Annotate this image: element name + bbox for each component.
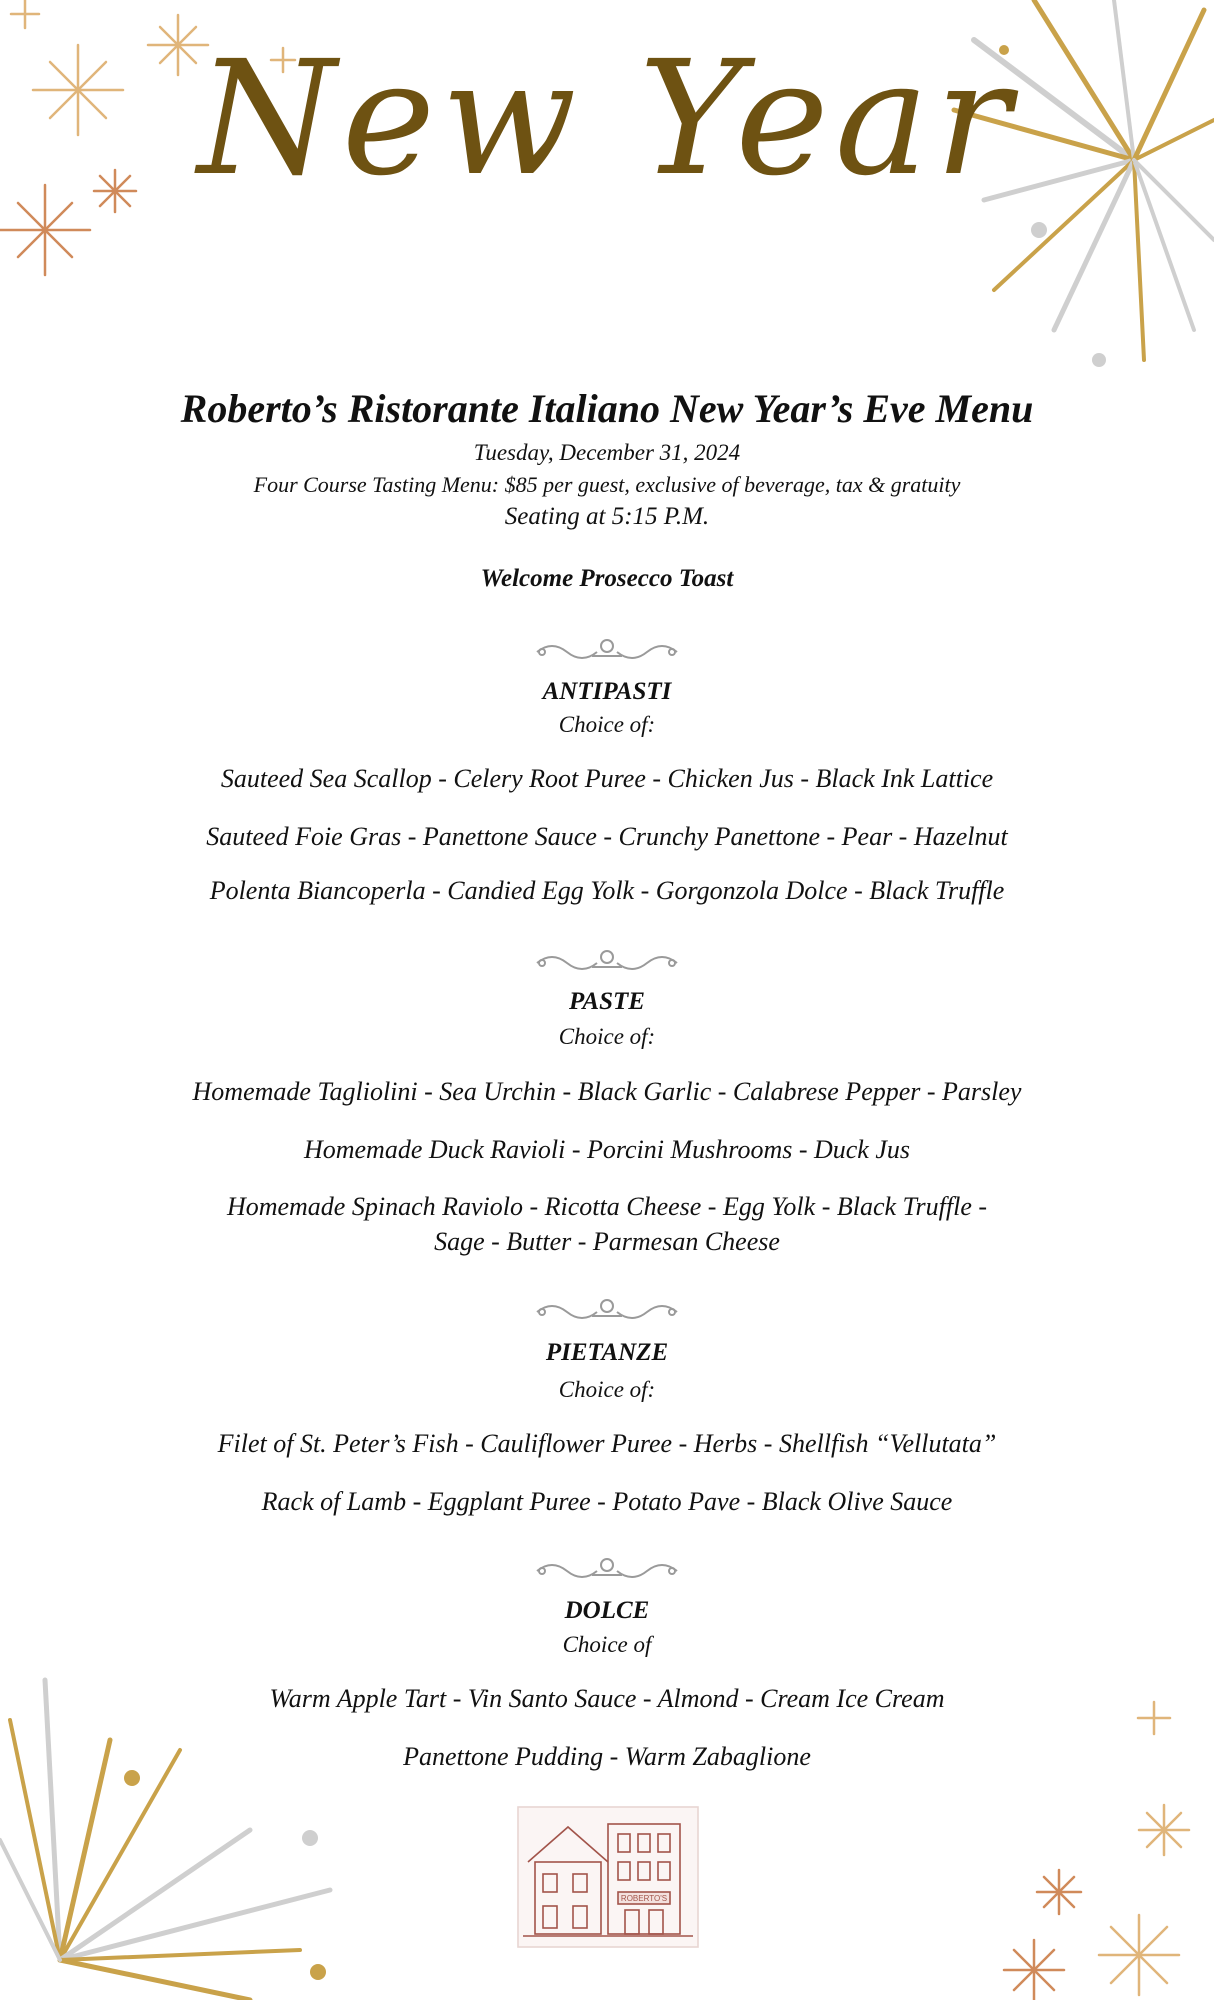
section-choice: Choice of: [558,1377,656,1402]
section-choice: Choice of: [558,1024,656,1049]
section-choice: Choice of [562,1632,652,1657]
scroll-ornament-icon [0,632,1214,666]
section-title-pietanze: PIETANZE [545,1339,669,1366]
menu-item: Homemade Tagliolini - Sea Urchin - Black Garlic - Calabrese Pepper - Parsley [192,1077,1022,1106]
menu-item: Panettone Pudding - Warm Zabaglione [403,1742,811,1771]
menu-item: Warm Apple Tart - Vin Santo Sauce - Almond - Cream Ice Cream [269,1684,945,1713]
welcome-toast: Welcome Prosecco Toast [480,565,734,592]
event-date: Tuesday, December 31, 2024 [473,440,741,465]
scroll-ornament-icon [0,1292,1214,1326]
section-title-antipasti: ANTIPASTI [542,678,672,705]
menu-title: Roberto’s Ristorante Italiano New Year’s Eve Menu [180,386,1034,431]
section-choice: Choice of: [558,712,656,737]
restaurant-sketch-logo [513,1802,703,1952]
scroll-ornament-icon [0,1551,1214,1585]
tasting-price: Four Course Tasting Menu: $85 per guest, exclusive of beverage, tax & gratuity [253,472,961,497]
scroll-ornament-icon [0,943,1214,977]
menu-item: Rack of Lamb - Eggplant Puree - Potato Pave - Black Olive Sauce [261,1487,953,1516]
menu-item: Sauteed Sea Scallop - Celery Root Puree - Chicken Jus - Black Ink Lattice [220,764,994,793]
logo-sign-text: ROBERTO'S [620,1894,668,1903]
menu-item: Filet of St. Peter’s Fish - Cauliflower Puree - Herbs - Shellfish “Vellutata” [217,1429,997,1458]
seating-time: Seating at 5:15 P.M. [504,503,710,530]
menu-item: Polenta Biancoperla - Candied Egg Yolk - Gorgonzola Dolce - Black Truffle [209,876,1005,905]
headline-script: New Year [197,27,1017,211]
menu-item: Homemade Spinach Raviolo - Ricotta Cheese - Egg Yolk - Black Truffle - [226,1192,988,1221]
section-title-dolce: DOLCE [564,1597,650,1624]
menu-item: Sauteed Foie Gras - Panettone Sauce - Crunchy Panettone - Pear - Hazelnut [206,822,1008,851]
menu-item: Sage - Butter - Parmesan Cheese [434,1227,780,1256]
sparkle-star-icon [944,1670,1214,2000]
menu-item: Homemade Duck Ravioli - Porcini Mushrooms - Duck Jus [303,1135,911,1164]
section-title-paste: PASTE [569,988,645,1015]
